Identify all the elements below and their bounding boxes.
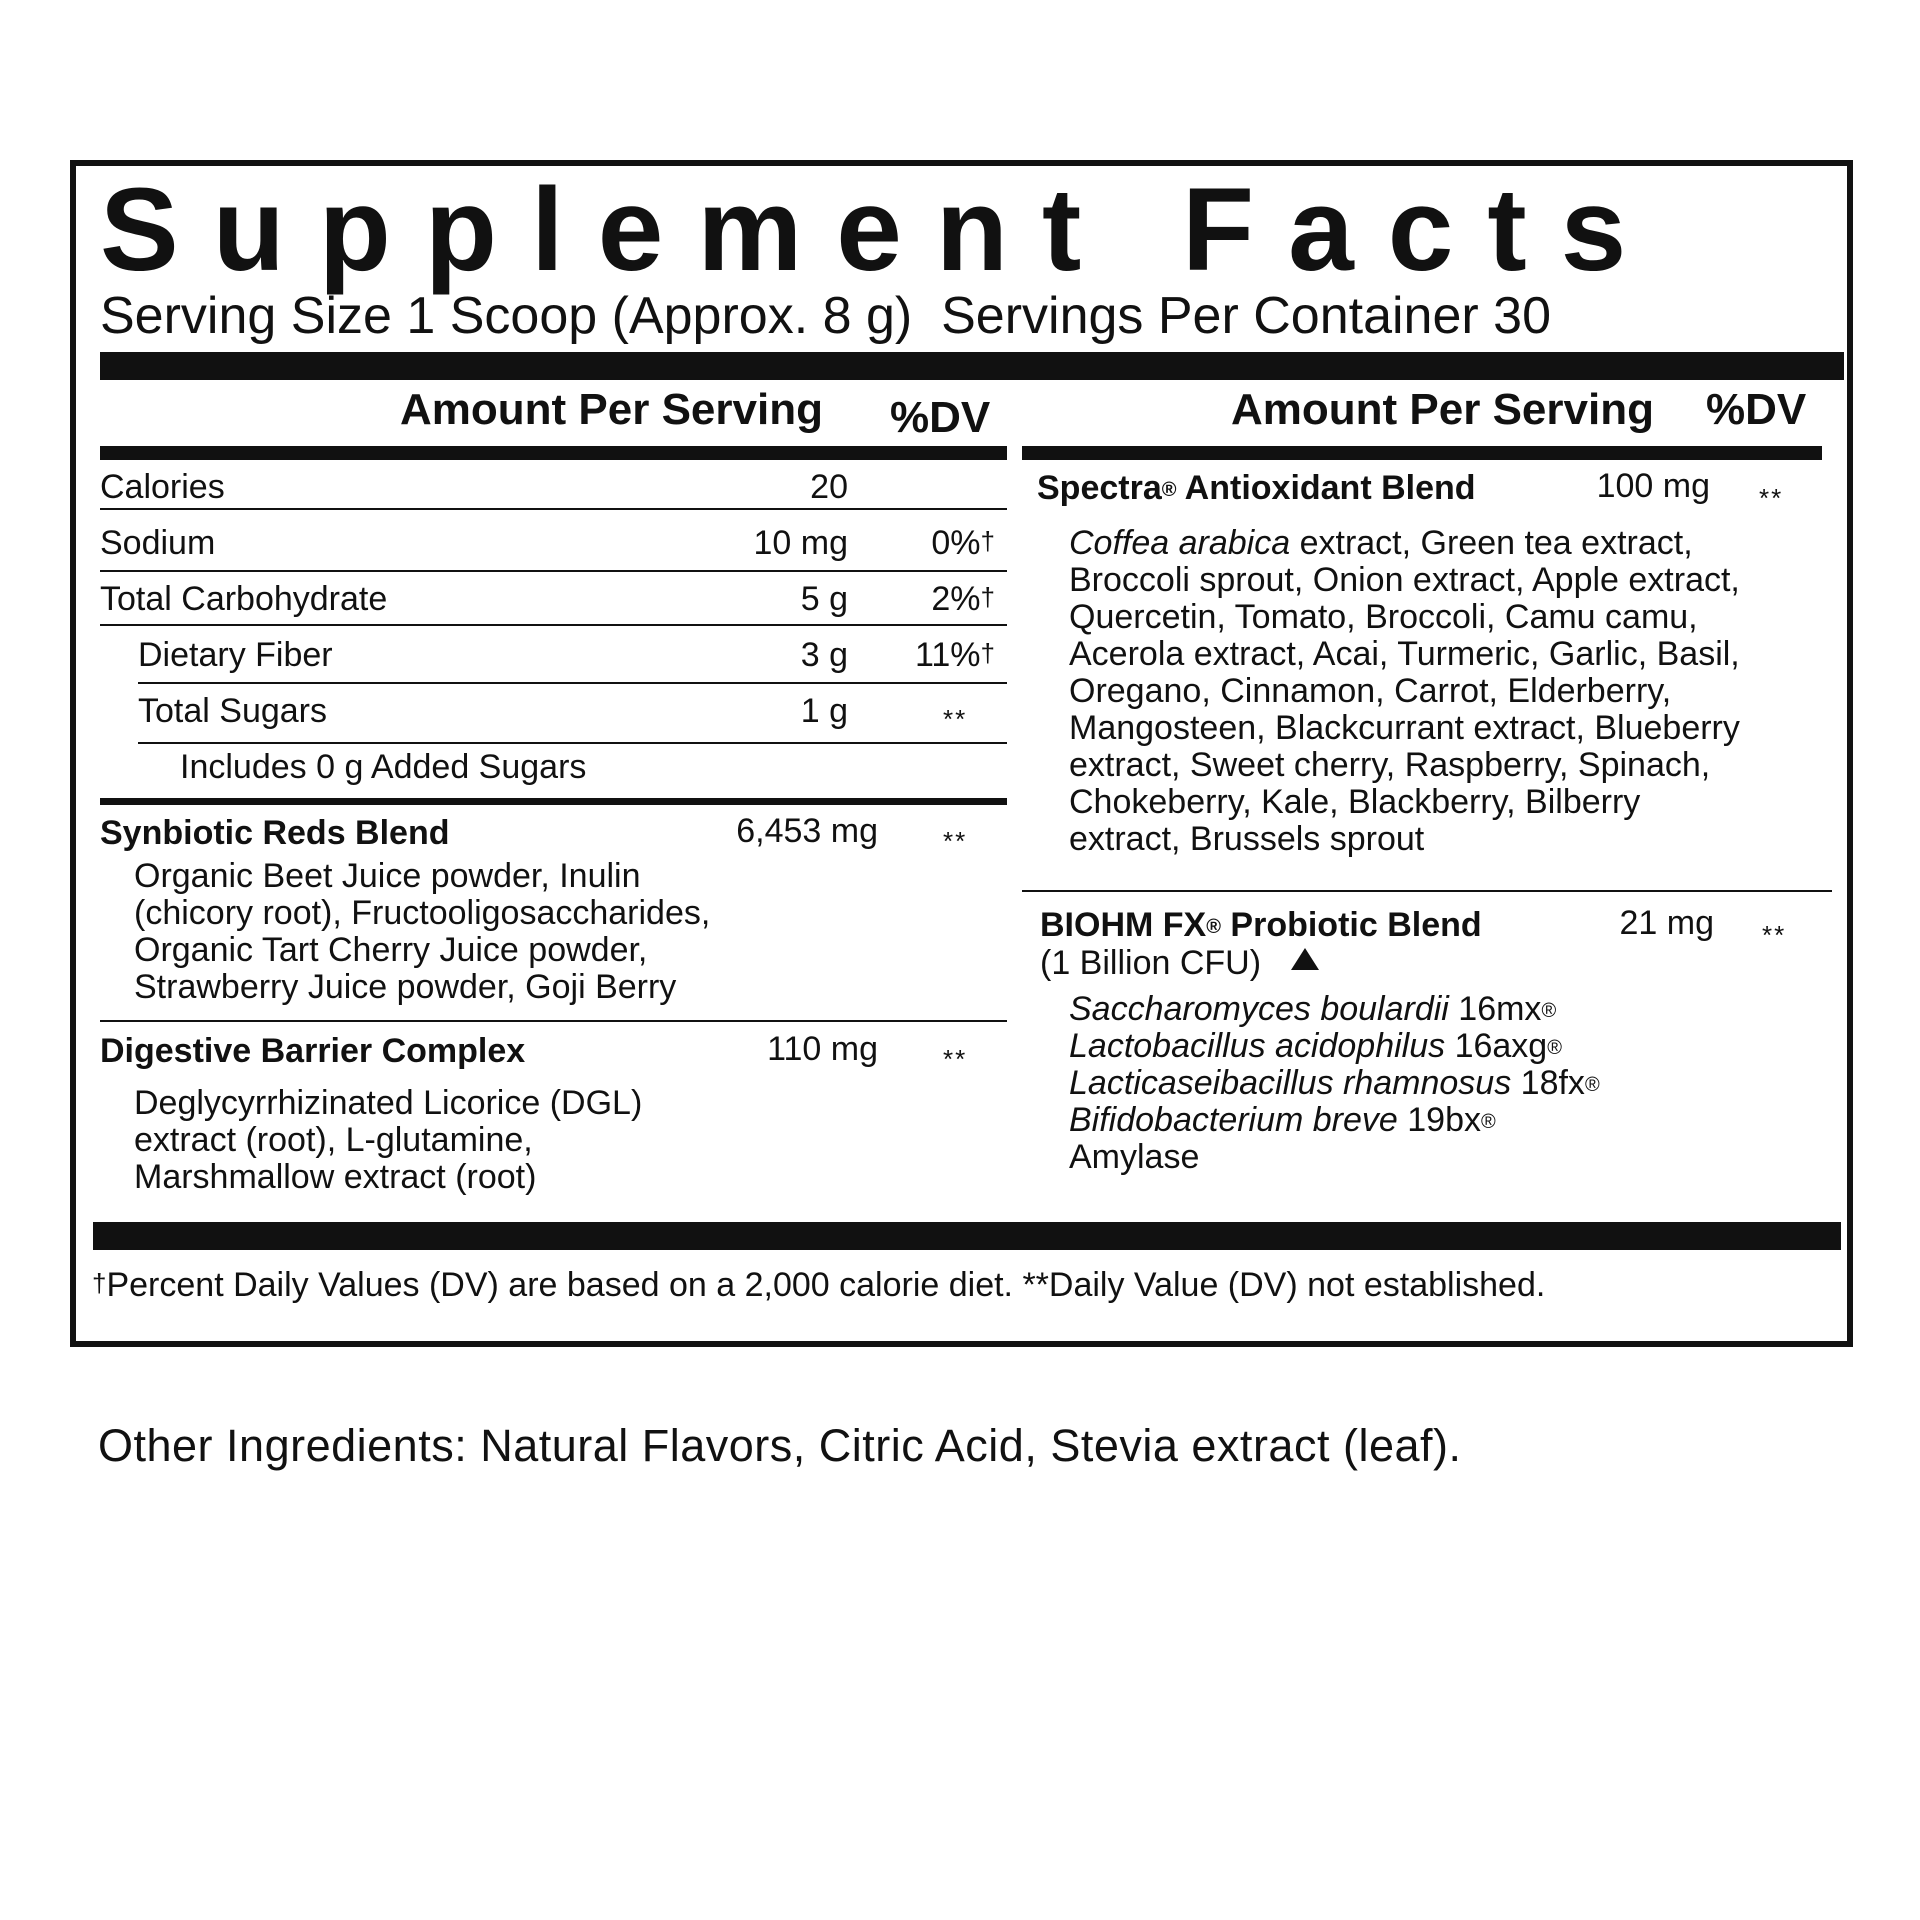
spectra-name	[1037, 469, 1476, 507]
synbiotic-dv	[943, 814, 967, 854]
biohm-amount: 21 mg	[1619, 904, 1714, 942]
spectra-name-rest: Antioxidant Blend	[1176, 469, 1476, 507]
strain-species: Lactobacillus acidophilus	[1069, 1027, 1446, 1065]
row-amount: 5 g	[800, 580, 848, 618]
servings-per-container: Servings Per Container 30	[941, 287, 1551, 345]
other-ingredients: Other Ingredients: Natural Flavors, Citric Acid, Stevia extract (leaf).	[98, 1420, 1462, 1471]
row-divider	[100, 570, 1007, 572]
strain-species: Lacticaseibacillus rhamnosus	[1069, 1064, 1512, 1102]
strain-line	[1069, 990, 1556, 1028]
spectra-ingredient-line: Broccoli sprout, Onion extract, Apple extract,	[1069, 561, 1740, 599]
dagger-mark: †	[980, 526, 995, 556]
spectra-ingredient-line	[1069, 524, 1693, 562]
spectra-ingredient-line: Mangosteen, Blackcurrant extract, Blueberry	[1069, 709, 1740, 747]
spectra-ingredient-line: extract, Brussels sprout	[1069, 820, 1425, 858]
dagger-mark: †	[980, 638, 995, 668]
synbiotic-ingredient-line: Strawberry Juice powder, Goji Berry	[134, 968, 677, 1006]
row-amount: 3 g	[800, 636, 848, 674]
footnote-text: Percent Daily Values (DV) are based on a 2,000 calorie diet. **Daily Value (DV) not established.	[106, 1266, 1546, 1304]
row-amount: 10 mg	[753, 524, 848, 562]
strain-code: 16mx	[1448, 990, 1542, 1028]
spectra-ingredient-line: extract, Sweet cherry, Raspberry, Spinach,	[1069, 746, 1711, 784]
strain-code: 18fx	[1511, 1064, 1585, 1102]
serving-size: Serving Size 1 Scoop (Approx. 8 g)	[100, 287, 913, 345]
right-header-amount: Amount Per Serving	[1231, 385, 1654, 434]
spectra-ingredient-line: Acerola extract, Acai, Turmeric, Garlic, Basil,	[1069, 635, 1740, 673]
italic-ingredient: Coffea arabica	[1069, 524, 1291, 562]
dagger-mark: †	[980, 582, 995, 612]
spectra-name-text: Spectra	[1037, 469, 1162, 507]
left-header-rule	[100, 446, 1007, 460]
row-amount: 20	[810, 468, 848, 506]
row-dv	[943, 692, 967, 732]
synbiotic-ingredient-line: (chicory root), Fructooligosaccharides,	[134, 894, 711, 932]
digestive-ingredient-line: Marshmallow extract (root)	[134, 1158, 537, 1196]
biohm-cfu	[1040, 944, 1319, 982]
right-header-dv: %DV	[1706, 385, 1807, 434]
triangle-icon	[1291, 948, 1319, 970]
digestive-amount: 110 mg	[767, 1030, 878, 1068]
serving-info	[100, 286, 1551, 346]
strain-line: Amylase	[1069, 1138, 1200, 1176]
row-divider	[1022, 890, 1832, 892]
strain-line	[1069, 1027, 1562, 1065]
row-divider	[100, 508, 1007, 510]
row-divider	[100, 624, 1007, 626]
left-section-rule	[100, 798, 1007, 805]
biohm-dv	[1762, 908, 1786, 948]
row-divider	[138, 682, 1007, 684]
strain-code: 16axg	[1445, 1027, 1548, 1065]
ingredient-rest: extract, Green tea extract,	[1290, 524, 1693, 562]
row-name: Dietary Fiber	[138, 636, 333, 674]
biohm-name-rest: Probiotic Blend	[1220, 906, 1482, 944]
row-divider	[138, 742, 1007, 744]
row-dv-value: 11%	[915, 636, 981, 674]
strain-line	[1069, 1101, 1496, 1139]
digestive-ingredient-line: Deglycyrrhizinated Licorice (DGL)	[134, 1084, 643, 1122]
strain-line	[1069, 1064, 1600, 1102]
spectra-ingredient-line: Quercetin, Tomato, Broccoli, Camu camu,	[1069, 598, 1698, 636]
synbiotic-name: Synbiotic Reds Blend	[100, 814, 450, 852]
registered-mark: ®	[1161, 479, 1177, 501]
spectra-ingredient-line: Oregano, Cinnamon, Carrot, Elderberry,	[1069, 672, 1672, 710]
registered-mark: ®	[1547, 1037, 1562, 1059]
right-header-rule	[1022, 446, 1822, 460]
row-dv	[880, 636, 995, 674]
row-dv	[880, 524, 995, 562]
dagger-mark: †	[92, 1268, 107, 1298]
digestive-name: Digestive Barrier Complex	[100, 1032, 526, 1070]
strain-species: Bifidobacterium breve	[1069, 1101, 1398, 1139]
strain-species: Saccharomyces boulardii	[1069, 990, 1449, 1028]
dv-value: **	[1759, 483, 1784, 513]
registered-mark: ®	[1481, 1111, 1496, 1133]
left-header-amount: Amount Per Serving	[400, 385, 823, 434]
dv-value: **	[943, 1044, 968, 1074]
row-name: Total Carbohydrate	[100, 580, 388, 618]
row-amount: 1 g	[800, 692, 848, 730]
row-dv-value: 2%	[931, 580, 981, 618]
registered-mark: ®	[1206, 916, 1221, 938]
thick-rule-bottom	[93, 1222, 1841, 1250]
row-name: Sodium	[100, 524, 216, 562]
row-name: Includes 0 g Added Sugars	[180, 748, 587, 786]
dv-value: **	[943, 826, 968, 856]
spectra-amount: 100 mg	[1596, 467, 1710, 505]
synbiotic-amount: 6,453 mg	[736, 812, 878, 850]
row-name: Calories	[100, 468, 225, 506]
row-dv-value: 0%	[931, 524, 981, 562]
biohm-name	[1040, 906, 1482, 944]
row-divider	[100, 1020, 1007, 1022]
row-dv-value: **	[943, 704, 968, 734]
panel-title: Supplement Facts	[100, 164, 1661, 296]
strain-code: 19bx	[1397, 1101, 1482, 1139]
synbiotic-ingredient-line: Organic Tart Cherry Juice powder,	[134, 931, 648, 969]
left-header-dv: %DV	[890, 393, 991, 442]
synbiotic-ingredient-line: Organic Beet Juice powder, Inulin	[134, 857, 641, 895]
registered-mark: ®	[1584, 1074, 1600, 1096]
biohm-name-text: BIOHM FX	[1040, 906, 1207, 944]
spectra-dv	[1759, 471, 1783, 511]
registered-mark: ®	[1541, 1000, 1557, 1022]
footnote	[92, 1266, 1545, 1304]
digestive-dv	[943, 1032, 967, 1072]
spectra-ingredient-line: Chokeberry, Kale, Blackberry, Bilberry	[1069, 783, 1641, 821]
digestive-ingredient-line: extract (root), L-glutamine,	[134, 1121, 533, 1159]
row-dv	[880, 580, 995, 618]
dv-value: **	[1762, 920, 1787, 950]
cfu-text: (1 Billion CFU)	[1040, 944, 1262, 982]
row-name: Total Sugars	[138, 692, 327, 730]
thick-rule-top	[100, 352, 1844, 380]
